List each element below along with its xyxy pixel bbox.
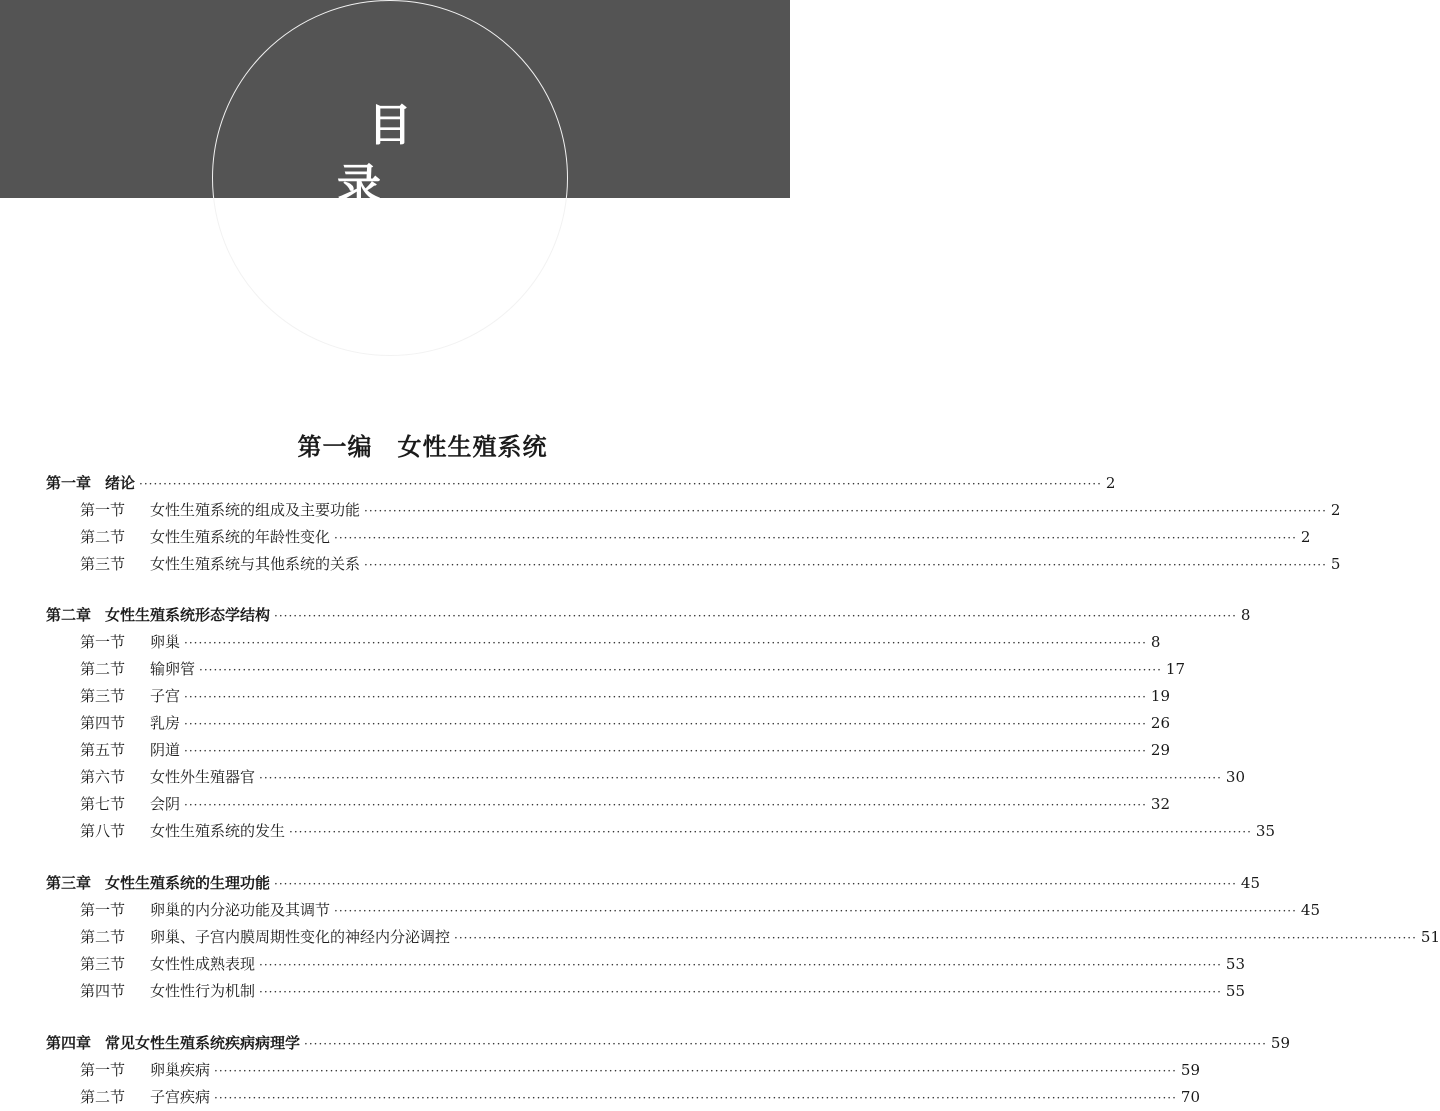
section-number: 第一节 (80, 633, 126, 651)
dot-leader: ········································································································································································································ (184, 717, 1147, 731)
dot-leader: ········································································································································································································ (259, 958, 1222, 972)
chapter-number: 第二章 (46, 606, 92, 624)
toc-section-entry (80, 553, 1341, 575)
dot-leader: ········································································································································································································ (214, 1091, 1177, 1105)
dot-leader: ········································································································································································································ (259, 985, 1222, 999)
section-title: 女性外生殖器官 (150, 768, 256, 786)
dot-leader: ········································································································································································································ (274, 609, 1237, 623)
toc-section-entry (80, 631, 1161, 653)
section-number: 第六节 (80, 768, 126, 786)
page-number: 19 (1150, 687, 1170, 705)
toc-chapter-entry (46, 472, 1116, 494)
section-number: 第四节 (80, 714, 126, 732)
dot-leader: ········································································································································································································ (199, 663, 1162, 677)
section-number: 第一节 (80, 1061, 126, 1079)
page-number: 17 (1165, 660, 1185, 678)
section-number: 第五节 (80, 741, 126, 759)
page-number: 8 (1150, 633, 1161, 651)
section-number: 第一节 (80, 901, 126, 919)
page-number: 35 (1255, 822, 1275, 840)
dot-leader: ········································································································································································································ (274, 877, 1237, 891)
page-number: 59 (1270, 1034, 1291, 1052)
section-title: 子宫疾病 (150, 1088, 211, 1106)
toc-section-entry (80, 658, 1185, 680)
dot-leader: ········································································································································································································ (454, 931, 1417, 945)
toc-section-entry (80, 499, 1341, 521)
toc-section-entry (80, 793, 1170, 815)
section-title: 卵巢疾病 (150, 1061, 211, 1079)
section-title: 女性生殖系统与其他系统的关系 (150, 555, 361, 573)
section-title: 女性生殖系统的年龄性变化 (150, 528, 331, 546)
section-title: 卵巢的内分泌功能及其调节 (150, 901, 331, 919)
dot-leader: ········································································································································································································ (334, 904, 1297, 918)
section-number: 第八节 (80, 822, 126, 840)
toc-chapter-entry (46, 1032, 1291, 1054)
page-number: 2 (1300, 528, 1311, 546)
section-number: 第二节 (80, 1088, 126, 1106)
section-title: 卵巢 (150, 633, 181, 651)
toc-section-entry (80, 953, 1245, 975)
section-title: 乳房 (150, 714, 181, 732)
dot-leader: ········································································································································································································ (259, 771, 1222, 785)
page-number: 2 (1105, 474, 1116, 492)
header-banner (0, 0, 790, 211)
toc-chapter-entry (46, 604, 1251, 626)
toc-section-entry (80, 526, 1311, 548)
page-number: 8 (1240, 606, 1251, 624)
toc-section-entry (80, 685, 1170, 707)
section-title: 女性生殖系统的组成及主要功能 (150, 501, 361, 519)
page-title: 目 录 (337, 100, 580, 211)
toc-section-entry (80, 820, 1275, 842)
toc-chapter-entry (46, 872, 1261, 894)
toc-section-entry (80, 980, 1245, 1002)
toc-section-entry (80, 712, 1170, 734)
toc-section-entry (80, 1059, 1200, 1081)
section-title: 子宫 (150, 687, 181, 705)
section-title: 阴道 (150, 741, 181, 759)
page-number: 51 (1420, 928, 1440, 946)
page-number: 70 (1180, 1088, 1200, 1106)
chapter-number: 第四章 (46, 1034, 92, 1052)
dot-leader: ········································································································································································································ (364, 558, 1327, 572)
page-number: 5 (1330, 555, 1341, 573)
dot-leader: ········································································································································································································ (214, 1064, 1177, 1078)
section-title: 会阴 (150, 795, 181, 813)
section-number: 第二节 (80, 528, 126, 546)
toc-section-entry (80, 739, 1170, 761)
page-number: 29 (1150, 741, 1170, 759)
section-title: 女性生殖系统的发生 (150, 822, 286, 840)
section-number: 第二节 (80, 928, 126, 946)
dot-leader: ········································································································································································································ (184, 636, 1147, 650)
dot-leader: ········································································································································································································ (364, 504, 1327, 518)
chapter-title: 绪论 (105, 474, 136, 492)
section-title: 卵巢、子宫内膜周期性变化的神经内分泌调控 (150, 928, 451, 946)
chapter-title: 女性生殖系统的生理功能 (105, 874, 271, 892)
toc-section-entry (80, 766, 1245, 788)
section-number: 第三节 (80, 687, 126, 705)
toc-section-entry (80, 926, 1440, 948)
chapter-number: 第三章 (46, 874, 92, 892)
section-title: 输卵管 (150, 660, 196, 678)
toc-section-entry (80, 899, 1320, 921)
page-number: 32 (1150, 795, 1170, 813)
dot-leader: ········································································································································································································ (184, 798, 1147, 812)
dot-leader: ········································································································································································································ (304, 1037, 1267, 1051)
page-number: 45 (1240, 874, 1261, 892)
section-number: 第七节 (80, 795, 126, 813)
page-number: 30 (1225, 768, 1245, 786)
section-title: 女性性行为机制 (150, 982, 256, 1000)
section-title: 女性性成熟表现 (150, 955, 256, 973)
dot-leader: ········································································································································································································ (184, 744, 1147, 758)
section-number: 第三节 (80, 555, 126, 573)
chapter-number: 第一章 (46, 474, 92, 492)
toc-section-entry (80, 1086, 1200, 1108)
page-number: 53 (1225, 955, 1245, 973)
chapter-title: 常见女性生殖系统疾病病理学 (105, 1034, 301, 1052)
page-number: 26 (1150, 714, 1170, 732)
section-number: 第四节 (80, 982, 126, 1000)
dot-leader: ········································································································································································································ (139, 477, 1102, 491)
page-number: 45 (1300, 901, 1320, 919)
part-title: 第一编 女性生殖系统 (297, 432, 548, 461)
dot-leader: ········································································································································································································ (184, 690, 1147, 704)
dot-leader: ········································································································································································································ (289, 825, 1252, 839)
chapter-title: 女性生殖系统形态学结构 (105, 606, 271, 624)
page-number: 59 (1180, 1061, 1200, 1079)
page-number: 2 (1330, 501, 1341, 519)
section-number: 第三节 (80, 955, 126, 973)
page-number: 55 (1225, 982, 1245, 1000)
section-number: 第二节 (80, 660, 126, 678)
section-number: 第一节 (80, 501, 126, 519)
dot-leader: ········································································································································································································ (334, 531, 1297, 545)
